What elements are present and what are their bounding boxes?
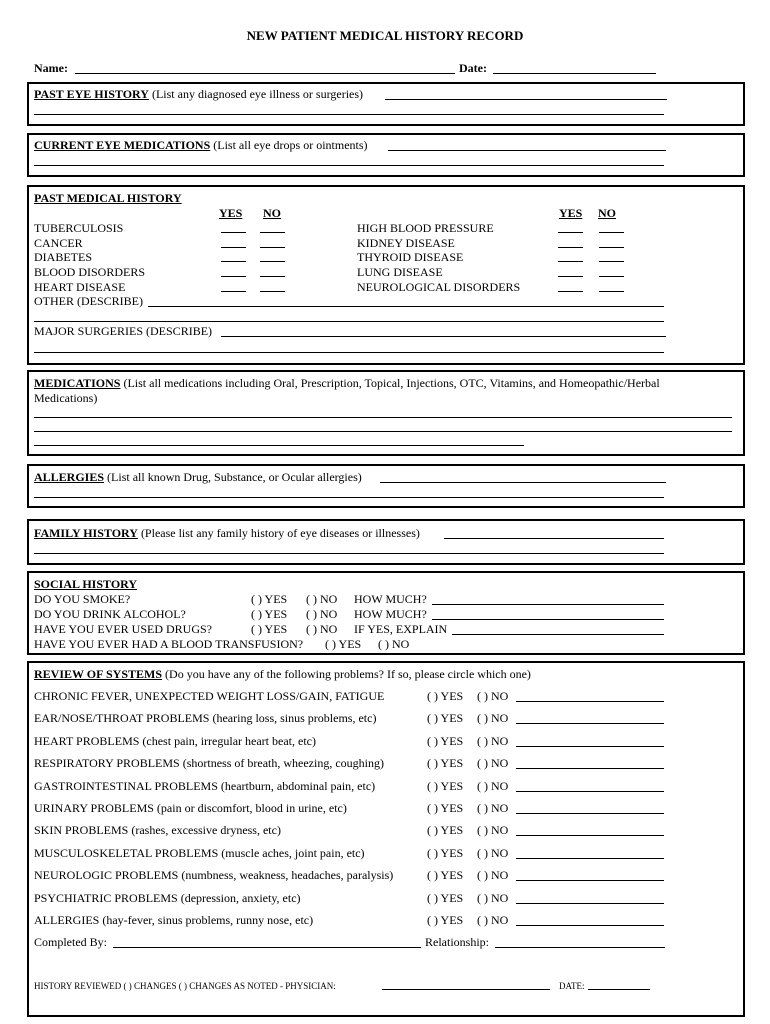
review-yes[interactable]: ( ) YES — [427, 823, 464, 837]
condition-label: HIGH BLOOD PRESSURE — [357, 221, 494, 235]
condition-label: CANCER — [34, 236, 83, 250]
yes-blank[interactable] — [558, 276, 583, 277]
drugs-explain-label: IF YES, EXPLAIN — [354, 622, 448, 636]
footer-date-field[interactable] — [588, 989, 650, 990]
medications-hint: (List all medications including Oral, Prescription, Topical, Injections, OTC, Vitamins, and Homeopathic/Herbal — [123, 376, 660, 390]
medications-line-3[interactable] — [34, 445, 524, 446]
review-item-label: URINARY PROBLEMS (pain or discomfort, blood in urine, etc) — [34, 801, 347, 815]
review-no[interactable]: ( ) NO — [477, 891, 509, 905]
review-item-label: RESPIRATORY PROBLEMS (shortness of breath, wheezing, coughing) — [34, 756, 384, 770]
condition-label: DIABETES — [34, 250, 92, 264]
no-blank[interactable] — [260, 247, 285, 248]
drugs-no[interactable]: ( ) NO — [306, 622, 338, 636]
no-blank[interactable] — [599, 247, 624, 248]
family-line-2[interactable] — [34, 553, 664, 554]
review-notes-field[interactable] — [516, 903, 664, 904]
name-label: Name: — [34, 61, 68, 75]
review-yes[interactable]: ( ) YES — [427, 846, 464, 860]
transfusion-no[interactable]: ( ) NO — [378, 637, 410, 651]
past-eye-line-2[interactable] — [34, 114, 664, 115]
relationship-field[interactable] — [495, 947, 665, 948]
page-title: NEW PATIENT MEDICAL HISTORY RECORD — [246, 28, 524, 43]
family-hint: (Please list any family history of eye diseases or illnesses) — [140, 526, 420, 540]
yes-blank[interactable] — [221, 247, 246, 248]
alcohol-how-much-label: HOW MUCH? — [354, 607, 427, 621]
past-eye-heading: PAST EYE HISTORY — [34, 87, 149, 101]
yes-blank[interactable] — [221, 291, 246, 292]
review-notes-field[interactable] — [516, 880, 664, 881]
allergies-hint: (List all known Drug, Substance, or Ocular allergies) — [107, 470, 362, 484]
alcohol-question: DO YOU DRINK ALCOHOL? — [34, 607, 186, 621]
drugs-yes[interactable]: ( ) YES — [251, 622, 288, 636]
completed-by-field[interactable] — [113, 947, 421, 948]
review-item-label: PSYCHIATRIC PROBLEMS (depression, anxiety, etc) — [34, 891, 301, 905]
review-notes-field[interactable] — [516, 768, 664, 769]
medications-hint-2: Medications) — [34, 391, 98, 405]
yes-blank[interactable] — [221, 276, 246, 277]
date-field[interactable] — [493, 73, 656, 74]
smoke-how-much-field[interactable] — [432, 604, 664, 605]
yes-blank[interactable] — [558, 261, 583, 262]
past-eye-hint: (List any diagnosed eye illness or surgeries) — [151, 87, 364, 101]
footer-date-label: DATE: — [559, 981, 585, 991]
past-medical-heading: PAST MEDICAL HISTORY — [34, 191, 182, 205]
transfusion-yes[interactable]: ( ) YES — [325, 637, 362, 651]
review-notes-field[interactable] — [516, 835, 664, 836]
review-notes-field[interactable] — [516, 723, 664, 724]
past-eye-line-1[interactable] — [385, 99, 667, 100]
yes-blank[interactable] — [558, 232, 583, 233]
review-heading: REVIEW OF SYSTEMS — [34, 667, 163, 681]
review-item-label: GASTROINTESTINAL PROBLEMS (heartburn, abdominal pain, etc) — [34, 779, 376, 793]
surgeries-line-1[interactable] — [221, 336, 666, 337]
condition-label: NEUROLOGICAL DISORDERS — [357, 280, 521, 294]
review-yes[interactable]: ( ) YES — [427, 913, 464, 927]
no-header-left: NO — [263, 206, 281, 220]
review-yes[interactable]: ( ) YES — [427, 711, 464, 725]
current-meds-line-2[interactable] — [34, 165, 664, 166]
review-item-label: SKIN PROBLEMS (rashes, excessive dryness, etc) — [34, 823, 281, 837]
no-blank[interactable] — [260, 261, 285, 262]
review-notes-field[interactable] — [516, 791, 664, 792]
review-no[interactable]: ( ) NO — [477, 711, 509, 725]
condition-label: TUBERCULOSIS — [34, 221, 124, 235]
condition-label: HEART DISEASE — [34, 280, 126, 294]
medications-line-1[interactable] — [34, 417, 732, 418]
review-no[interactable]: ( ) NO — [477, 801, 509, 815]
relationship-label: Relationship: — [425, 935, 489, 949]
surgeries-line-2[interactable] — [34, 352, 664, 353]
allergies-heading: ALLERGIES — [34, 470, 105, 484]
current-meds-line-1[interactable] — [388, 150, 666, 151]
social-heading: SOCIAL HISTORY — [34, 577, 138, 591]
yes-blank[interactable] — [558, 291, 583, 292]
review-notes-field[interactable] — [516, 701, 664, 702]
date-label: Date: — [459, 61, 487, 75]
smoke-how-much-label: HOW MUCH? — [354, 592, 427, 606]
drugs-explain-field[interactable] — [452, 634, 664, 635]
yes-header-left: YES — [219, 206, 243, 220]
review-item-label: HEART PROBLEMS (chest pain, irregular heart beat, etc) — [34, 734, 316, 748]
completed-by-label: Completed By: — [34, 935, 107, 949]
no-blank[interactable] — [260, 232, 285, 233]
review-hint: (Do you have any of the following problems? If so, please circle which one) — [165, 667, 531, 681]
review-yes[interactable]: ( ) YES — [427, 734, 464, 748]
review-yes[interactable]: ( ) YES — [427, 891, 464, 905]
smoke-no[interactable]: ( ) NO — [306, 592, 338, 606]
name-field[interactable] — [75, 73, 455, 74]
review-no[interactable]: ( ) NO — [477, 868, 509, 882]
review-no[interactable]: ( ) NO — [477, 689, 509, 703]
no-header-right: NO — [598, 206, 616, 220]
review-no[interactable]: ( ) NO — [477, 756, 509, 770]
other-line-2[interactable] — [34, 321, 664, 322]
review-yes[interactable]: ( ) YES — [427, 756, 464, 770]
review-item-label: NEUROLOGIC PROBLEMS (numbness, weakness, headaches, paralysis) — [34, 868, 394, 882]
no-blank[interactable] — [599, 291, 624, 292]
family-heading: FAMILY HISTORY — [34, 526, 138, 540]
review-yes[interactable]: ( ) YES — [427, 779, 464, 793]
no-blank[interactable] — [260, 291, 285, 292]
no-blank[interactable] — [599, 232, 624, 233]
yes-blank[interactable] — [558, 247, 583, 248]
alcohol-no[interactable]: ( ) NO — [306, 607, 338, 621]
review-item-label: ALLERGIES (hay-fever, sinus problems, runny nose, etc) — [34, 913, 314, 927]
no-blank[interactable] — [599, 261, 624, 262]
review-no[interactable]: ( ) NO — [477, 913, 509, 927]
alcohol-yes[interactable]: ( ) YES — [251, 607, 288, 621]
drugs-question: HAVE YOU EVER USED DRUGS? — [34, 622, 213, 636]
surgeries-label: MAJOR SURGERIES (DESCRIBE) — [34, 324, 213, 338]
family-line-1[interactable] — [444, 538, 664, 539]
allergies-line-2[interactable] — [34, 497, 664, 498]
other-label: OTHER (DESCRIBE) — [34, 294, 143, 308]
review-notes-field[interactable] — [516, 858, 664, 859]
yes-header-right: YES — [559, 206, 583, 220]
review-item-label: MUSCULOSKELETAL PROBLEMS (muscle aches, joint pain, etc) — [34, 846, 365, 860]
other-line-1[interactable] — [148, 306, 664, 307]
no-blank[interactable] — [599, 276, 624, 277]
condition-label: LUNG DISEASE — [357, 265, 443, 279]
review-item-label: CHRONIC FEVER, UNEXPECTED WEIGHT LOSS/GAIN, FATIGUE — [34, 689, 385, 703]
review-yes[interactable]: ( ) YES — [427, 689, 464, 703]
review-notes-field[interactable] — [516, 813, 664, 814]
condition-label: BLOOD DISORDERS — [34, 265, 146, 279]
current-meds-heading: CURRENT EYE MEDICATIONS — [34, 138, 211, 152]
condition-label: THYROID DISEASE — [357, 250, 464, 264]
physician-field[interactable] — [382, 989, 550, 990]
current-meds-hint: (List all eye drops or ointments) — [213, 138, 368, 152]
footer-text: HISTORY REVIEWED ( ) CHANGES ( ) CHANGES AS NOTED - PHYSICIAN: — [34, 981, 336, 991]
medications-line-2[interactable] — [34, 431, 732, 432]
review-notes-field[interactable] — [516, 925, 664, 926]
review-yes[interactable]: ( ) YES — [427, 868, 464, 882]
yes-blank[interactable] — [221, 232, 246, 233]
review-notes-field[interactable] — [516, 746, 664, 747]
yes-blank[interactable] — [221, 261, 246, 262]
smoke-yes[interactable]: ( ) YES — [251, 592, 288, 606]
allergies-line-1[interactable] — [380, 482, 666, 483]
transfusion-question: HAVE YOU EVER HAD A BLOOD TRANSFUSION? — [34, 637, 304, 651]
review-no[interactable]: ( ) NO — [477, 823, 509, 837]
review-no[interactable]: ( ) NO — [477, 734, 509, 748]
no-blank[interactable] — [260, 276, 285, 277]
review-no[interactable]: ( ) NO — [477, 846, 509, 860]
smoke-question: DO YOU SMOKE? — [34, 592, 131, 606]
review-item-label: EAR/NOSE/THROAT PROBLEMS (hearing loss, sinus problems, etc) — [34, 711, 377, 725]
condition-label: KIDNEY DISEASE — [357, 236, 455, 250]
alcohol-how-much-field[interactable] — [432, 619, 664, 620]
review-no[interactable]: ( ) NO — [477, 779, 509, 793]
medications-heading: MEDICATIONS — [34, 376, 121, 390]
review-yes[interactable]: ( ) YES — [427, 801, 464, 815]
